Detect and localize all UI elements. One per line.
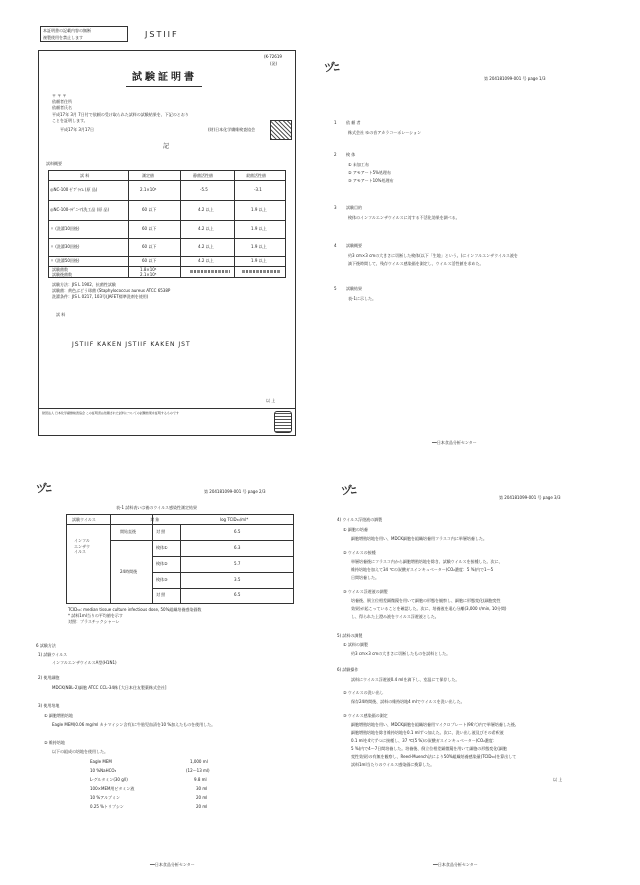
table-header: 対 象: [150, 517, 160, 522]
table-cell: 〃 (洗濯50回後): [50, 258, 80, 263]
table-cell: 60 以下: [142, 207, 157, 212]
report-page-1: ヅﾆ 第 204181099-001 号 page 1/3 1 依 頼 者 株式会社 ゆの音アカラコーポレーション 2 検 体 ① 未加工布 ② アモアート5%処理布 ③ アモアート10%処理布 3 試験目的 検体のインフルエンザウイルスに対する不活化効果を調べる。 4 試験概要 約3 cm×3 cmの大きさに切断した検体(以下「生地」という。)にインフルエンザウイルス液を 滴下後時間して、残存ウイルス感染価を測定し、ウイルス活性値を求めた。 5 試験結果 表-1に示した。 ━━日本食品分析センター: [324, 61, 546, 445]
table-cell: 6.5: [234, 592, 241, 597]
page-number: 第 204181099-001 号 page 1/3: [484, 76, 546, 81]
table-header: 静菌活性値: [193, 173, 213, 178]
medium-item: 10 %アルブミン: [90, 795, 121, 800]
virus-name: インフル エンザウ イルス: [74, 538, 90, 555]
table-cell: 4.2 以上: [198, 258, 214, 263]
official-seal: [270, 120, 292, 140]
table-caption: 表-1 試料表いは被のウイルス感染性測定結果: [116, 505, 198, 510]
table-cell: 1.8×10⁴: [140, 267, 157, 272]
table-cell: 2.1×10⁴: [140, 187, 157, 192]
table-cell: ◎NC-100-ﾗﾃﾞﾆｰｱ(洗工品 (原 品): [50, 207, 110, 212]
table-cell: 4.2 以上: [198, 207, 214, 212]
table-cell: 対 照: [156, 592, 166, 597]
table-cell: 試験菌数: [52, 267, 68, 272]
medium-item: 10 %NaHCO₃: [90, 768, 117, 773]
table-header: 殺菌活性値: [246, 173, 266, 178]
header-brand: JSTIIF: [145, 30, 179, 39]
table-cell: 6.5: [234, 529, 241, 534]
table-cell: 5.7: [234, 561, 241, 566]
report-page-2: ヅﾆ 第 204181099-001 号 page 2/3 表-1 試料表いは被のウイルス感染性測定結果 試験ウイルス 対 象 log TCID₅₀/ml* インフル エンザウ イルス 開始直後 対 照 6.5 24時間後 検体① 6.3 検体② 5.7 検体③ 3.5 対 照 6.5 TCID₅₀: median tissue culture infectious dose, 50%組織培養感染価数 * 試料1ml当りの平均値を示す 対照：プラスチックシャーレ 6 試験方法 1) 試験ウイルス インフルエンザウイルスA型(H1N1) 2) 使用細胞 MDCK(NBL-2)細胞 ATCC CCL-34株 [大日本住友製薬株式会社] 3) 使用培地 ① 細胞増殖培地 Eagle MEM(0.06 mg/ml カナマイシン含有)に牛胎児血清を10 %加えたものを使用した。 ② 維持培地 以下の組成の培地を使用した。 Eagle MEM 1,000 ml 10 %NaHCO₃ (12～13 ml) L-グルタミン(30 g/l) 9.8 ml 100×MEM用ビタミン液 30 ml 10 %アルブミン 20 ml 0.25 %トリプシン 20 ml ━━日本食品分析センター: [30, 478, 315, 878]
table-header: 試験ウイルス: [72, 517, 96, 522]
page-number: 第 204181099-001 号 page 2/3: [204, 489, 266, 494]
page-footer: ━━日本食品分析センター: [433, 862, 478, 867]
table-cell: 60 以下: [142, 226, 157, 231]
table-cell: 試験後菌数: [52, 272, 72, 277]
table-header: log TCID₅₀/ml*: [220, 517, 249, 522]
table-cell: 60 以下: [142, 258, 157, 263]
center-logo: ヅﾆ: [341, 484, 356, 497]
page-footer: ━━日本食品分析センター: [432, 440, 477, 445]
table-cell: -5.5: [200, 187, 208, 192]
page-number: 第 204181099-001 号 page 3/3: [499, 495, 561, 500]
table-cell: 〃 (洗濯30回後): [50, 244, 80, 249]
group-label: 開始直後: [120, 529, 136, 534]
page-footer: ━━日本食品分析センター: [150, 862, 195, 867]
sample-label-tags: JSTIIF KAKEN JSTIIF KAKEN JST: [72, 341, 191, 348]
table-cell: 検体②: [156, 561, 168, 566]
certificate-footer: 財団法人 日本化学繊維検査協会 この証明書は依頼された試料についての試験結果を証明するものです: [42, 411, 179, 415]
copy-prohibited-stamp: 本証明書の記載内容の無断 複製使用を禁止します: [40, 26, 128, 42]
group-label: 24時間後: [120, 569, 138, 574]
medium-item: 9.8 ml: [194, 777, 207, 782]
table-cell: 4.2 以上: [198, 226, 214, 231]
table-cell: 3.5: [234, 577, 241, 582]
table-cell: ◎NC-100 ｾﾞﾌﾞﾗｲﾑ (原 品): [50, 187, 98, 192]
table-cell: 6.3: [234, 545, 241, 550]
table-cell: 検体③: [156, 577, 168, 582]
table-header: 測定値: [142, 173, 154, 178]
table-cell: 2.1×10⁵: [140, 272, 157, 277]
table-cell: 1.9 以上: [251, 226, 267, 231]
issuing-org: (財)日本化学繊維検査協会: [208, 127, 256, 132]
medium-item: (12～13 ml): [186, 768, 210, 773]
table-cell: 1.9 以上: [251, 258, 267, 263]
medium-item: 20 ml: [196, 795, 208, 800]
table-cell: 4.2 以上: [198, 244, 214, 249]
table-cell: -3.1: [254, 187, 262, 192]
medium-item: 30 ml: [196, 786, 208, 791]
table-cell: 1.9 以上: [251, 207, 267, 212]
report-page-3: ヅﾆ 第 204181099-001 号 page 3/3 4) ウイルス浮遊液の調製 ① 細胞の培養 細胞増殖培地を用い、MDCK細胞を組織培養用フラスコ内に単層培養した。 ② ウイルスの接種 単層培養後にフラスコ内から細胞増殖培地を除き、試験ウイルスを接種した。次に、 維持培地を加えて34 ℃の炭酸ガスインキュベーター(CO₂濃度：5 %)内で1～5 日間培養した。 ③ ウイルス浮遊液の調製 培養後、倒立位相差顕微鏡を用いて細胞の形態を観察し、細胞に形態変化(細胞変性 効果)が起こっていることを確認した。次に、培養液を遠心分離(3,000 r/min, 10分間) し、得られた上澄み液をウイルス浮遊液とした。 5) 試料の調製 ① 試料の調製 約3 cm×3 cmの大きさに切断したものを試料とした。 6) 試験操作 試料にウイルス浮遊液0.4 mlを滴下し、室温にて保存した。 ② ウイルスの洗い出し 保存24時間後、試料の維持培地4 mlでウイルスを洗い出した。 ③ ウイルス感染価の測定 細胞増殖培地を用い、MDCK細胞を組織培養用マイクロプレート(96穴)内で単層培養した後, 細胞増殖培地を除き維持培地を0.1 mlずつ加えた。次に、洗い出し液及びその希釈液 0.1 mlを4穴ずつに接種し、37 ℃(5 %)の炭酸ガスインキュベーター(CO₂濃度： 5 %)内で4～7日間培養した。培養後、倒立位相差顕微鏡を用いて細胞の形態変化(細胞 変性効果)の有無を観察し、Reed-Muench法により50%組織培養感染量(TCID₅₀)を算出して 試料1ml当たりのウイルス感染価に換算した。 以 上 ━━日本食品分析センター: [337, 484, 563, 867]
table-header: 試 料: [80, 173, 90, 178]
medium-item: 1,000 ml: [190, 759, 208, 764]
medium-item: 20 ml: [196, 804, 208, 809]
center-logo: ヅﾆ: [36, 482, 51, 495]
table-cell: 検体①: [156, 545, 168, 550]
certificate-title: 試験証明書: [132, 72, 197, 83]
table-cell: 〃 (洗濯10回後): [50, 226, 80, 231]
center-logo: ヅﾆ: [324, 61, 339, 74]
table-cell: 対 照: [156, 529, 166, 534]
medium-item: Eagle MEM: [90, 759, 112, 764]
medium-item: 100×MEM用ビタミン液: [90, 786, 135, 791]
table-cell: 60 以下: [142, 244, 157, 249]
certificate-page: 本証明書の記載内容の無断 複製使用を禁止します JSTIIF (K-72619 (発) 試験証明書 〒 〒 〒 依頼者住所 依頼者氏名 平成17年 3月 7日付で依頼の受け取られた試料の試験結果を、下記のとおり ことを証明します。 平成17年 3月17日 (財)日本化学繊維検査協会 記 試料概要 試 料 測定値 静菌活性値 殺菌活性値 ◎NC-100 ｾﾞﾌﾞﾗｲﾑ (原 品) 2.1×10⁴ -5.5 -3.1 ◎NC-100-ﾗﾃﾞﾆｰｱ(洗工品 (原 品) 60 以下 4.2 以上 1.9 以上 〃 (洗濯10回後) 60 以下 4.2 以上 1.9 以上 〃 (洗濯30回後) 60 以下 4.2 以上 1.9 以上 〃 (洗濯50回後) 60 以下 4.2 以上 1.9 以上 試験菌数 1.8×10⁴ 試験後菌数 2.1×10⁵ 試験方法：JIS L 1902、抗菌性試験 試験菌：黄色ぶどう球菌 (Staphylococcus aureus ATCC 6538P 洗濯条件：JIS L 0217, 103号(JAFET標準洗剤を使用) 試 料 JSTIIF KAKEN JSTIIF KAKEN JST 以 上 財団法人 日本化学繊維検査協会 この証明書は依頼された試料についての試験結果を証明するものです: [30, 24, 305, 442]
org-emblem: [274, 411, 292, 433]
medium-item: 0.25 %トリプシン: [90, 804, 124, 809]
medium-item: L-グルタミン(30 g/l): [90, 777, 128, 782]
table-cell: 1.9 以上: [251, 244, 267, 249]
